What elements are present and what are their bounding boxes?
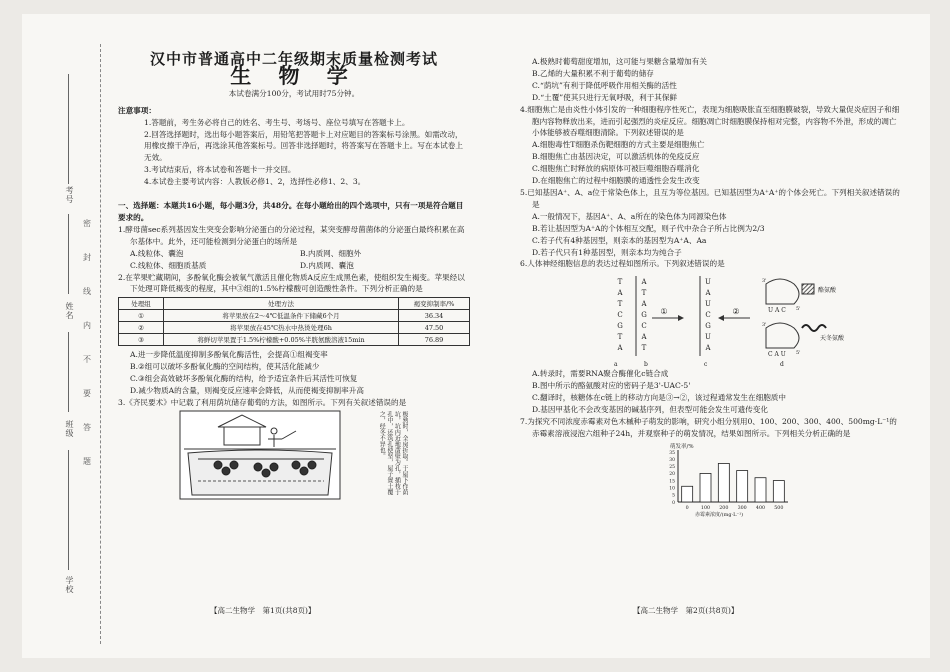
- q1-option-b: B.内质网、细胞外: [300, 248, 362, 258]
- table-row: [119, 310, 470, 322]
- table-header: 褐变抑制率/%: [399, 298, 470, 310]
- strand-c-base: U: [705, 300, 711, 309]
- table-row: [119, 322, 470, 334]
- strand-b-base: T: [641, 289, 647, 298]
- x-tick-label: 500: [774, 505, 784, 511]
- banji-label: 班级: [65, 420, 74, 438]
- strand-b-base: G: [641, 311, 647, 320]
- strand-b-base: A: [641, 278, 647, 287]
- amino-label-1: 酪氨酸: [818, 287, 837, 295]
- q3-caption: 极熟时，全房折取。于屋下作荫坑，坑内近地凿壁为孔，插枝于孔中，还筑孔使坚，屋子置土覆之，经冬不异也。: [378, 410, 408, 495]
- strand-a-base: A: [617, 344, 623, 353]
- q4-option-a: A.细胞毒性T细胞杀伤靶细胞的方式主要是细胞焦亡: [532, 140, 705, 150]
- seal-char: 内: [83, 321, 91, 330]
- note-item: 1.答题前，考生务必将自己的姓名、考生号、考场号、座位号填写在答题卡上。: [144, 117, 410, 127]
- trna-end: 5': [796, 306, 801, 313]
- q7-chart: [520, 440, 900, 518]
- y-tick-label: 35: [669, 450, 675, 456]
- strand-a-label: a: [614, 361, 618, 369]
- y-tick-label: 0: [672, 500, 675, 506]
- xingming-label: 姓名: [65, 302, 74, 320]
- q2-option-d: D.减少物质A的含量，则褐变反应速率会降低，从而使褐变抑制率升高: [130, 386, 364, 396]
- seal-char: 密: [83, 219, 91, 228]
- table-cell: 将苹果放在2～4℃低温条件下储藏6个月: [164, 310, 399, 322]
- trna-end: 3': [762, 278, 767, 285]
- y-tick-label: 10: [669, 486, 675, 492]
- question-6-stem: 6.人体神经细胞信息的表达过程如图所示。下列叙述错误的是: [520, 259, 725, 269]
- bar: [755, 477, 766, 501]
- x-tick-label: 0: [685, 505, 689, 511]
- table-cell: ③: [119, 334, 164, 346]
- q6-option-b: B.图中所示的酪氨酸对应的密码子是3'-UAC-5': [532, 381, 691, 391]
- q4-option-c: C.细胞焦亡时释放的病原体可被巨噬细胞吞噬消化: [532, 164, 700, 174]
- section-heading: 一、选择题：本题共16小题，每小题3分，共48分。在每小题给出的四个选项中，只有一项是符合题目要求的。: [118, 201, 464, 222]
- table-header: 处理方法: [164, 298, 399, 310]
- seal-char: 题: [83, 457, 91, 466]
- x-tick-label: 100: [700, 505, 711, 511]
- q3-option-c: C.“荫坑”有利于降低呼吸作用相关酶的活性: [532, 80, 677, 90]
- xuexiao-label: 学校: [65, 576, 74, 594]
- question-7-stem: 7.为探究不同浓度赤霉素对色木槭种子萌发的影响，研究小组分别用0、100、200、300、400、500mg·L⁻¹的赤霉素溶液浸泡六组种子24h，并观察种子的萌发情况，结果如图所示。下列相关分析正确的是: [520, 416, 897, 438]
- x-tick-label: 200: [719, 505, 729, 511]
- q3-option-b: B.乙烯的大量积累不利于葡萄的储存: [532, 68, 654, 78]
- q3-figure: [118, 409, 470, 501]
- strand-a-base: C: [617, 311, 623, 320]
- seal-char: 线: [83, 287, 91, 296]
- q6-figure: [520, 270, 900, 368]
- note-item: 4.本试卷主要考试内容：人教版必修1、2，选择性必修1、2、3。: [144, 177, 366, 187]
- q4-option-d: D.在细胞焦亡的过程中细胞膜的通透性会发生改变: [532, 176, 700, 186]
- trna1-anticodon: U A C: [768, 307, 786, 315]
- seal-line: [100, 44, 101, 644]
- strand-a-base: T: [617, 333, 623, 342]
- y-tick-label: 5: [672, 493, 675, 499]
- bar: [700, 473, 711, 502]
- germination-bar-chart: [650, 440, 800, 518]
- seal-char: 封: [83, 253, 91, 262]
- q6-option-c: C.翻译时，核糖体在c链上的移动方向是③→②，该过程通常发生在细胞质中: [532, 393, 786, 403]
- subject-title: 生 物 学: [230, 62, 358, 88]
- bar: [682, 486, 693, 502]
- q5-option-a: A.一般情况下，基因A⁺、A、a所在的染色体为同源染色体: [532, 211, 727, 221]
- strand-c-label: c: [704, 361, 708, 369]
- q5-option-b: B.若让基因型为A⁺A的个体相互交配，则子代中杂合子所占比例为2/3: [532, 223, 765, 233]
- margin-line: [68, 74, 69, 184]
- trna-end: 3': [762, 322, 767, 329]
- binding-margin: [22, 14, 112, 658]
- strand-b-base: A: [641, 333, 647, 342]
- question-1-stem: 1.酵母菌sec系列基因发生突变会影响分泌蛋白的分泌过程，某突变酵母菌菌体的分泌蛋白最终积累在高尔基体中。此外，还可能检测到分泌蛋白的场所是: [118, 224, 465, 246]
- x-tick-label: 400: [755, 505, 766, 511]
- q5-option-d: D.若子代只有1种基因型，则亲本均为纯合子: [532, 247, 682, 257]
- table-cell: ①: [119, 310, 164, 322]
- table-cell: 将苹果放在45℃热水中热烫处理6h: [164, 322, 399, 334]
- question-4-stem: 4.细胞焦亡是由炎性小体引发的一种细胞程序性死亡，表现为细胞吸胀直至细胞膜破裂，导致大量促炎症因子和细胞内容物释放出来，进而引起强烈的炎症反应。细胞凋亡时细胞膜保持相对完整，内容物不外泄，形成的凋亡小体能够被吞噬细胞清除。下列叙述错误的是: [520, 104, 900, 138]
- q3-option-d: D.“土覆”使其只进行无氧呼吸，利于其保鲜: [532, 92, 678, 102]
- y-tick-label: 15: [669, 479, 675, 485]
- table-cell: ②: [119, 322, 164, 334]
- strand-b-base: C: [641, 322, 647, 331]
- right-column: [520, 56, 900, 518]
- y-tick-label: 20: [669, 471, 675, 477]
- y-tick-label: 30: [669, 457, 675, 463]
- table-cell: 36.34: [399, 310, 470, 322]
- footer-page-2: 【高二生物学 第2页(共8页)】: [633, 606, 739, 615]
- strand-c-base: A: [705, 289, 711, 298]
- q4-option-b: B.细胞焦亡由基因决定，可以激活机体的免疫反应: [532, 152, 700, 162]
- question-5-stem: 5.已知基因A⁺、A、a位于常染色体上，且互为等位基因。已知基因型为A⁺A⁺的个体会死亡。下列相关叙述错误的是: [520, 187, 900, 209]
- q6-option-d: D.基因甲基化不会改变基因的碱基序列，但表型可能会发生可遗传变化: [532, 405, 769, 415]
- seal-char: 答: [83, 423, 91, 432]
- q2-option-a: A.进一步降低温度抑制多酚氧化酶活性，会提高①组褐变率: [130, 350, 328, 360]
- x-axis-label: 赤霉素浓度/(mg·L⁻¹): [695, 511, 744, 518]
- strand-c-base: U: [705, 333, 711, 342]
- kaohao-label: 考号: [65, 186, 74, 204]
- q2-option-c: C.③组会高效破坏多酚氧化酶的结构，给予适宜条件后其活性可恢复: [130, 374, 358, 384]
- note-item: 2.回答选择题时，选出每小题答案后，用铅笔把答题卡上对应题目的答案标号涂黑。如需改动，用橡皮擦干净后，再选涂其他答案标号。回答非选择题时，将答案写在答题卡上。写在本试卷上无效。: [144, 129, 463, 163]
- q5-option-c: C.若子代有4种基因型，则亲本的基因型为A⁺A、Aa: [532, 235, 707, 245]
- bar: [773, 480, 784, 501]
- gene-expression-diagram: [580, 270, 880, 368]
- exam-info: 本试卷满分100分，考试用时75分钟。: [228, 88, 360, 98]
- strand-a-base: G: [617, 322, 623, 331]
- bar: [718, 463, 729, 502]
- margin-line: [68, 332, 69, 412]
- q3-option-a: A.极熟时葡萄甜度增加，这可能与果糖含量增加有关: [532, 57, 707, 66]
- strand-c-base: U: [705, 278, 711, 287]
- footer-page-1: 【高二生物学 第1页(共8页)】: [210, 606, 316, 615]
- y-axis-label: 萌发率/%: [670, 443, 694, 450]
- step-2-label: ②: [732, 307, 740, 317]
- amino-label-2: 天冬氨酸: [820, 335, 845, 343]
- exam-title: 汉中市普通高中二年级期末质量检测考试: [149, 50, 438, 68]
- table-cell: 76.89: [399, 334, 470, 346]
- question-3-stem: 3.《齐民要术》中记载了利用荫坑储存葡萄的方法，如图所示。下列有关叙述错误的是: [118, 397, 407, 407]
- q2-option-b: B.②组可以破坏多酚氧化酶的空间结构，使其活化能减少: [130, 362, 320, 372]
- step-1-label: ①: [660, 307, 668, 317]
- strand-b-base: A: [641, 300, 647, 309]
- seal-char: 不: [83, 355, 91, 364]
- question-2-stem: 2.在苹果贮藏期间，多酚氧化酶会被氧气激活且催化物质A反应生成黑色素，使组织发生褐变。苹果经以下处理可降低褐变的程度，其中③组的1.5%柠檬酸可创造酸性条件。下列分析正确的是: [118, 272, 465, 294]
- q1-option-a: A.线粒体、囊泡: [130, 248, 184, 258]
- trna2-anticodon: C A U: [768, 351, 786, 359]
- q6-option-a: A.转录时，需要RNA聚合酶催化c链合成: [532, 369, 669, 379]
- strand-c-base: A: [705, 344, 711, 353]
- q1-option-c: C.线粒体、细胞质基质: [130, 260, 207, 270]
- q1-option-d: D.内质网、囊泡: [300, 260, 354, 270]
- y-tick-label: 25: [669, 464, 675, 470]
- left-column: [118, 50, 470, 501]
- notes-heading: 注意事项：: [118, 105, 156, 115]
- margin-line: [68, 214, 69, 294]
- strand-a-base: T: [617, 278, 623, 287]
- table-cell: 47.50: [399, 322, 470, 334]
- table-row: [119, 334, 470, 346]
- seal-char: 要: [83, 389, 91, 398]
- trna-d-label: d: [780, 361, 784, 369]
- margin-line: [68, 450, 69, 570]
- note-item: 3.考试结束后，将本试卷和答题卡一并交回。: [144, 165, 296, 175]
- x-tick-label: 300: [737, 505, 747, 511]
- q2-table: [118, 297, 470, 346]
- strand-a-base: A: [617, 289, 623, 298]
- bar: [737, 470, 748, 501]
- strand-b-label: b: [644, 361, 648, 369]
- table-cell: 将鲜切苹果置于1.5%柠檬酸+0.05%半胱氨酸溶液15min: [164, 334, 399, 346]
- amino-acid-block: [802, 284, 814, 294]
- trna-end: 5': [796, 350, 801, 357]
- table-header: 处理组: [119, 298, 164, 310]
- strand-c-base: G: [705, 322, 711, 331]
- strand-a-base: T: [617, 300, 623, 309]
- strand-c-base: C: [705, 311, 711, 320]
- strand-b-base: T: [641, 344, 647, 353]
